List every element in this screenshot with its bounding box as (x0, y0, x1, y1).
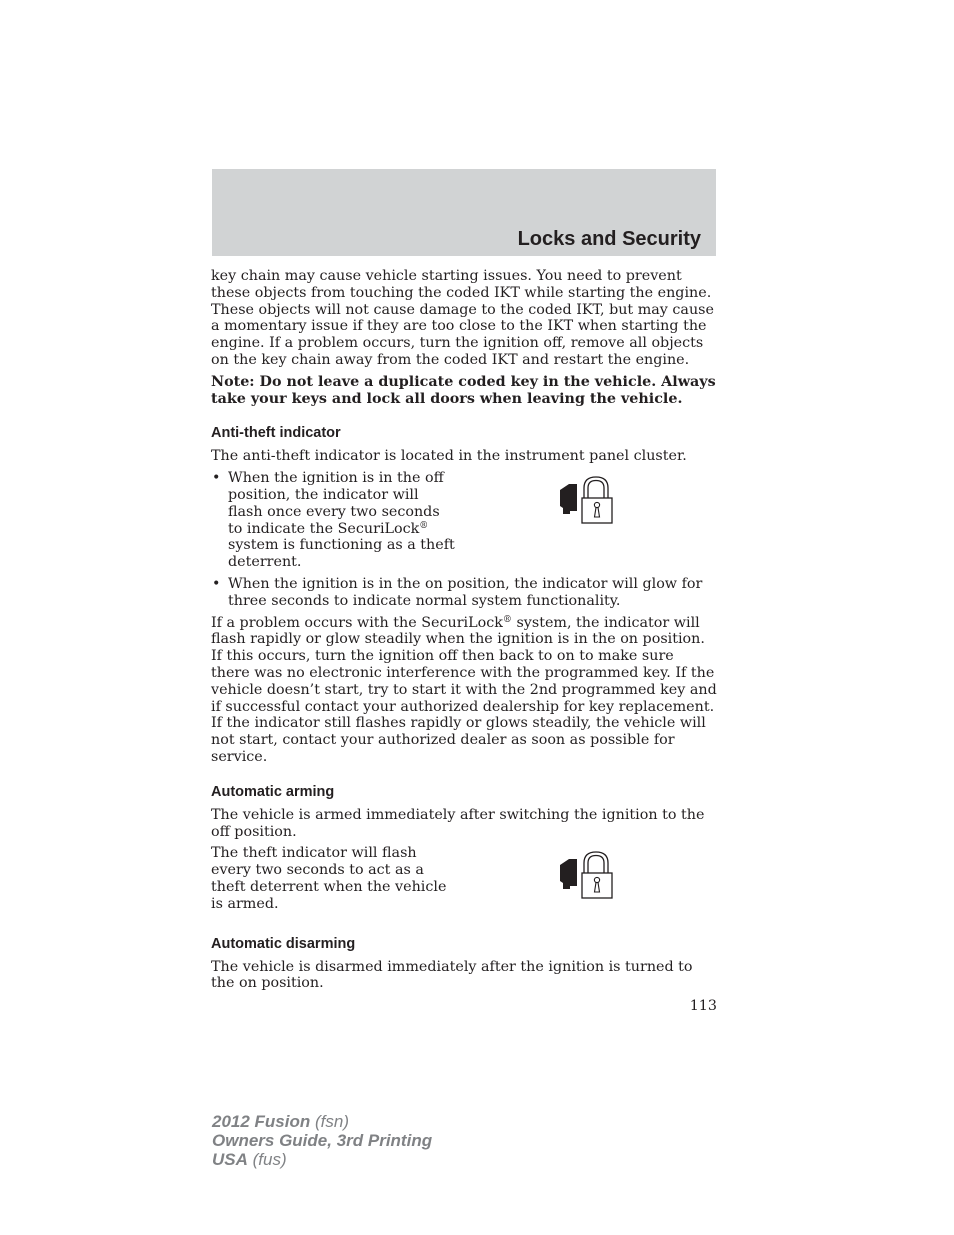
list-item (211, 470, 717, 571)
anti-theft-bullet-list (211, 470, 717, 609)
disarming-paragraph: The vehicle is disarmed immediately after the ignition is turned to the on position. (211, 958, 693, 992)
arming-paragraph: The vehicle is armed immediately after switching the ignition to the off position. (211, 806, 705, 840)
section-header-band (212, 169, 716, 256)
arming-indicator-block (211, 845, 717, 917)
list-item (211, 576, 717, 610)
anti-theft-intro: The anti-theft indicator is located in the instrument panel cluster. (211, 448, 687, 465)
intro-paragraph: key chain may cause vehicle starting issues. You need to prevent these objects from touching the coded IKT while starting the engine. These objects will not cause damage to the coded IKT, but may cause a momentary issue if they are too close to the IKT when starting the engine. If a problem occurs, turn the ignition off, remove all objects on the key chain away from the coded IKT and restart the engine. (211, 268, 714, 368)
page-content (211, 268, 717, 1015)
anti-theft-heading: Anti-theft indicator (211, 425, 341, 442)
footer-line-model: 2012 Fusion (fsn) (212, 1112, 349, 1131)
car-padlock-icon (556, 849, 616, 904)
car-padlock-icon (556, 474, 616, 529)
arming-indicator-paragraph: The theft indicator will flash every two seconds to act as a theft deterrent when the vehicle is armed. (211, 845, 447, 912)
bullet-text: When the ignition is in the on position, the indicator will glow for three seconds to indicate normal system functionality. (228, 575, 703, 609)
note-paragraph: Note: Do not leave a duplicate coded key in the vehicle. Always take your keys and lock all doors when leaving the vehicle. (211, 373, 716, 407)
footer-line-region: USA (fus) (212, 1150, 287, 1169)
problem-paragraph: If a problem occurs with the SecuriLock® system, the indicator will flash rapidly or glow steadily when the ignition is in the on position. If this occurs, turn the ignition off then back to on to make sure there was no electronic interference with the programmed key. If the vehicle doesn’t start, try to start it with the 2nd programmed key and if successful contact your authorized dealership for key replacement. If the indicator still flashes rapidly or glows steadily, the vehicle will not start, contact your authorized dealer as soon as possible for service. (211, 614, 717, 765)
bullet-text: • When the ignition is in the off position, the indicator will flash once every two seconds to indicate the SecuriLock® system is functioning as a theft deterrent. (228, 470, 455, 571)
automatic-disarming-heading: Automatic disarming (211, 935, 356, 952)
footer-line-edition: Owners Guide, 3rd Printing (212, 1131, 433, 1150)
section-title: Locks and Security (517, 228, 701, 250)
page-number: 113 (689, 998, 717, 1015)
automatic-arming-heading: Automatic arming (211, 783, 335, 800)
document-footer (212, 1112, 432, 1169)
